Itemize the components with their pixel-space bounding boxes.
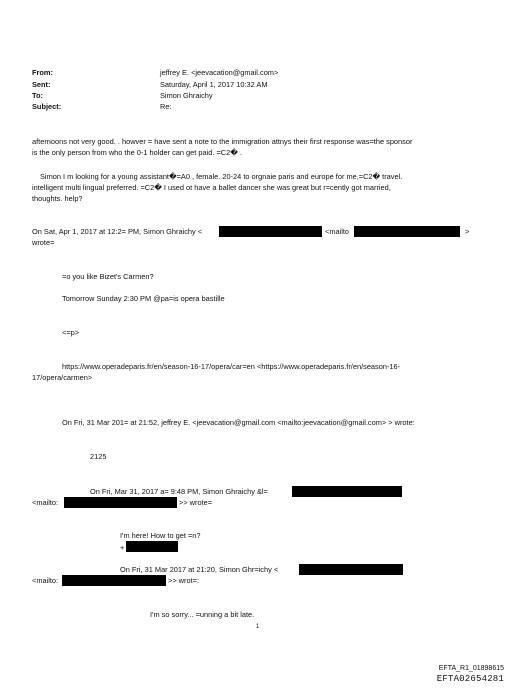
page-number: 1 [256, 624, 260, 630]
quote2-value: 2125 [90, 452, 107, 461]
body-paragraph-2-line-1: Simon I m looking for a young assistant�=A0 , female. 20-24 to orgnaie paris and europe for me,=C2� travel. [40, 172, 403, 181]
document-id-secondary: EFTA02654281 [436, 674, 504, 684]
subject-label: Subject: [32, 102, 62, 111]
quote1-message-1: =o you like Bizet's Carmen? [62, 272, 154, 281]
quote3-message-2: + [120, 543, 125, 552]
from-label: From: [32, 68, 53, 77]
quote4-header-part-a: On Fri, 31 Mar 2017 at 21:20, Simon Ghr=ichy < [120, 565, 279, 574]
quote1-header-mailto: <mailto [325, 227, 350, 236]
to-value: Simon Ghraichy [160, 91, 213, 100]
quote3-wrote: >> wrote= [179, 498, 213, 507]
quote1-header-part-a: On Sat, Apr 1, 2017 at 12:2= PM, Simon Ghraichy < [32, 227, 203, 236]
quote4-message: I'm so sorry... =unning a bit late. [150, 610, 255, 619]
body-paragraph-1-line-1: afternoons not very good. . howver = have sent a note to the immigration attnys their first response was=the sponsor [32, 137, 413, 146]
quote1-message-2: Tomorrow Sunday 2:30 PM @pa=is opera bastille [62, 294, 225, 303]
from-value: jeffrey E. <jeevacation@gmail.com> [160, 68, 279, 77]
document-id-primary: EFTA_R1_01898615 [438, 665, 504, 672]
quote3-message-1: I'm here! How to get =n? [120, 531, 201, 540]
body-paragraph-2-line-3: thoughts. help? [32, 194, 83, 203]
body-paragraph-1-line-2: is the only person from who the 0-1 holder can get paid. =C2� . [32, 148, 242, 157]
subject-value: Re: [160, 102, 172, 111]
body-paragraph-2-line-2: intelligent multi lingual preferred. =C2� I used ot have a ballet dancer she was great but r=cently got married, [32, 183, 391, 192]
quote3-header-part-a: On Fri, Mar 31, 2017 a= 9:48 PM, Simon Ghraichy &l= [90, 487, 268, 496]
redaction-bar [62, 575, 166, 586]
quote1-url-line-1: https://www.operadeparis.fr/en/season-16-17/opera/car=en <https://www.operadeparis.fr/en/season-16- [62, 362, 401, 371]
to-label: To: [32, 91, 43, 100]
redaction-bar [299, 564, 403, 575]
redaction-bar [354, 226, 460, 237]
redaction-bar [126, 541, 178, 552]
quote4-mailto: <mailto: [32, 576, 59, 585]
sent-value: Saturday, April 1, 2017 10:32 AM [160, 80, 268, 89]
redaction-bar [219, 226, 322, 237]
quote1-message-3: <=p> [62, 328, 80, 337]
redaction-bar [64, 497, 177, 508]
quote4-wrote: >> wrot=: [168, 576, 200, 585]
quote1-header-close: > [465, 227, 470, 236]
redaction-bar [292, 486, 402, 497]
sent-label: Sent: [32, 80, 51, 89]
quote1-header-wrote: wrote= [32, 238, 55, 247]
quote1-url-line-2: 17/opera/carmen> [32, 373, 93, 382]
quote3-mailto: <mailto: [32, 498, 59, 507]
quote2-header: On Fri, 31 Mar 201= at 21:52, jeffrey E. <jeevacation@gmail.com <mailto:jeevacation@gmail.com> > wrote: [62, 418, 415, 427]
